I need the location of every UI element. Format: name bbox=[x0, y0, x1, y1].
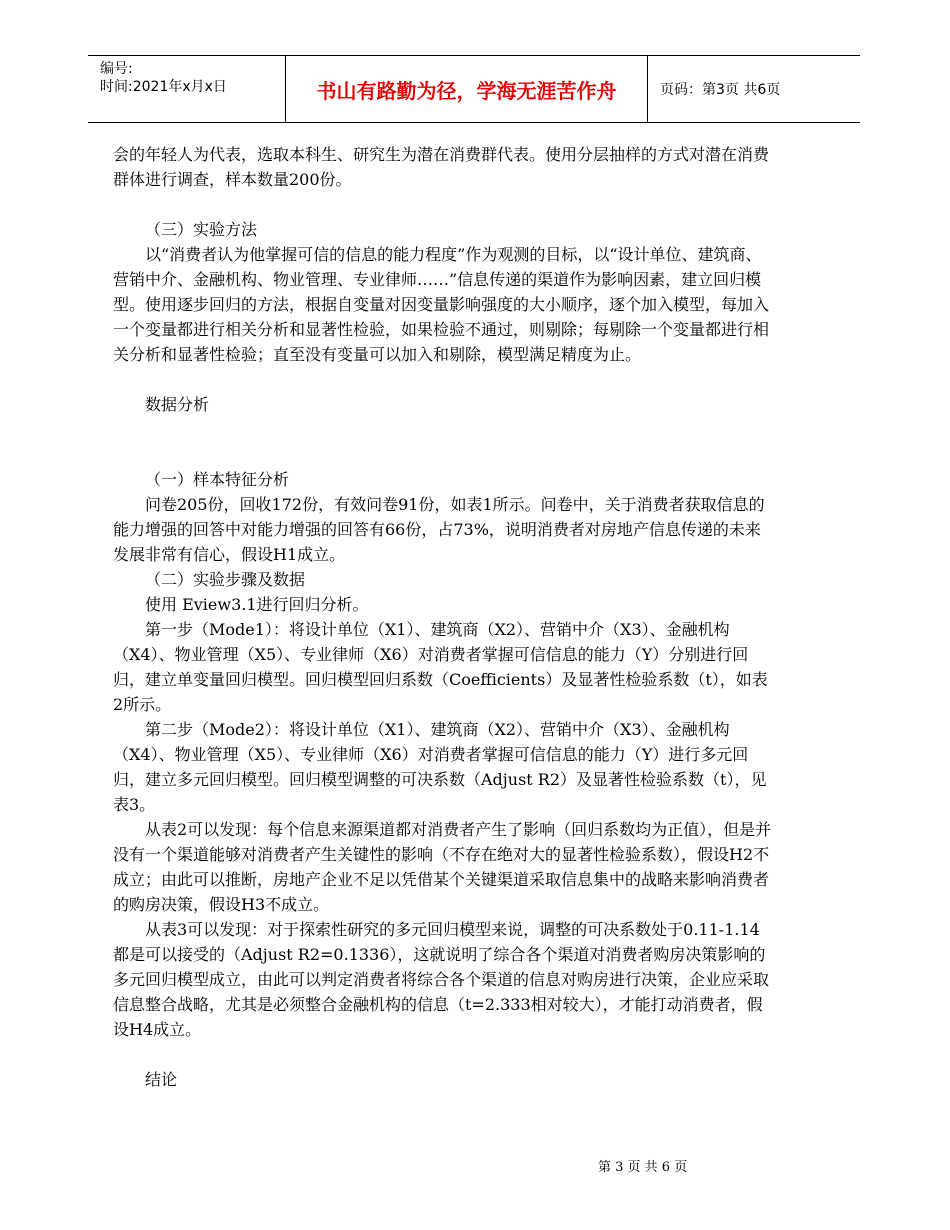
paragraph-method: 以“消费者认为他掌握可信的信息的能力程度”作为观测的目标，以“设计单位、建筑商、营销中介、金融机构、物业管理、专业律师……”信息传递的渠道作为影响因素，建立回归模型。使用逐步回归的方法，根据自变量对因变量影响强度的大小顺序，逐个加入模型，每加入一个变量都进行相关分析和显著性检验，如果检验不通过，则剔除；每剔除一个变量都进行相关分析和显著性检验；直至没有变量可以加入和剔除，模型满足精度为止。 bbox=[113, 245, 770, 364]
paragraph-table2-findings: 从表2可以发现：每个信息来源渠道都对消费者产生了影响（回归系数均为正值），但是并没有一个渠道能够对消费者产生关键性的影响（不存在绝对大的显著性检验系数），假设H2不成立；由此可以推断，房地产企业不足以凭借某个关键渠道采取信息集中的战略来影响消费者的购房决策，假设H3不成立。 bbox=[113, 820, 772, 914]
paragraph-eview: 使用 Eview3.1进行回归分析。 bbox=[145, 595, 369, 614]
header-motto: 书山有路勤为径，学海无涯苦作舟 bbox=[285, 56, 648, 122]
paragraph-table3-findings: 从表3可以发现：对于探索性研究的多元回归模型来说，调整的可决系数处于0.11-1.14都是可以接受的（Adjust R2=0.1336），这就说明了综合各个渠道对消费者购房决策影响的多元回归模型成立，由此可以判定消费者将综合各个渠道的信息对购房进行决策，企业应采取信息整合战略，尤其是必须整合金融机构的信息（t=2.333相对较大），才能打动消费者，假设H4成立。 bbox=[113, 920, 770, 1039]
number-label: 编号: bbox=[100, 61, 133, 77]
heading-conclusion: 结论 bbox=[145, 1070, 178, 1089]
page-header bbox=[88, 55, 860, 123]
time-label: 时间:2021年x月x日 bbox=[100, 79, 227, 95]
header-meta bbox=[88, 56, 285, 122]
paragraph-sample: 问卷205份，回收172份，有效问卷91份，如表1所示。问卷中，关于消费者获取信息的能力增强的回答中对能力增强的回答有66份，占73%，说明消费者对房地产信息传递的未来发展非常有信心，假设H1成立。 bbox=[113, 495, 765, 564]
paragraph-step-one: 第一步（Mode1）：将设计单位（X1）、建筑商（X2）、营销中介（X3）、金融机构（X4）、物业管理（X5）、专业律师（X6）对消费者掌握可信信息的能力（Y）分别进行回归，建立单变量回归模型。回归模型回归系数（Coefficients）及显著性检验系数（t），如表2所示。 bbox=[113, 620, 768, 714]
document-body bbox=[113, 142, 773, 1092]
heading-sample-analysis: （一）样本特征分析 bbox=[145, 470, 290, 489]
header-page-label: 页码：第3页 共6页 bbox=[660, 82, 781, 98]
heading-steps: （二）实验步骤及数据 bbox=[145, 570, 306, 589]
footer-page-number: 第 3 页 共 6 页 bbox=[598, 1160, 688, 1175]
heading-method: （三）实验方法 bbox=[145, 220, 258, 239]
heading-data-analysis: 数据分析 bbox=[145, 395, 210, 414]
paragraph-sampling: 会的年轻人为代表，选取本科生、研究生为潜在消费群代表。使用分层抽样的方式对潜在消费群体进行调查，样本数量200份。 bbox=[113, 145, 770, 189]
paragraph-step-two: 第二步（Mode2）：将设计单位（X1）、建筑商（X2）、营销中介（X3）、金融机构（X4）、物业管理（X5）、专业律师（X6）对消费者掌握可信信息的能力（Y）进行多元回归，建立多元回归模型。回归模型调整的可决系数（Adjust R2）及显著性检验系数（t），见表3。 bbox=[113, 720, 767, 814]
